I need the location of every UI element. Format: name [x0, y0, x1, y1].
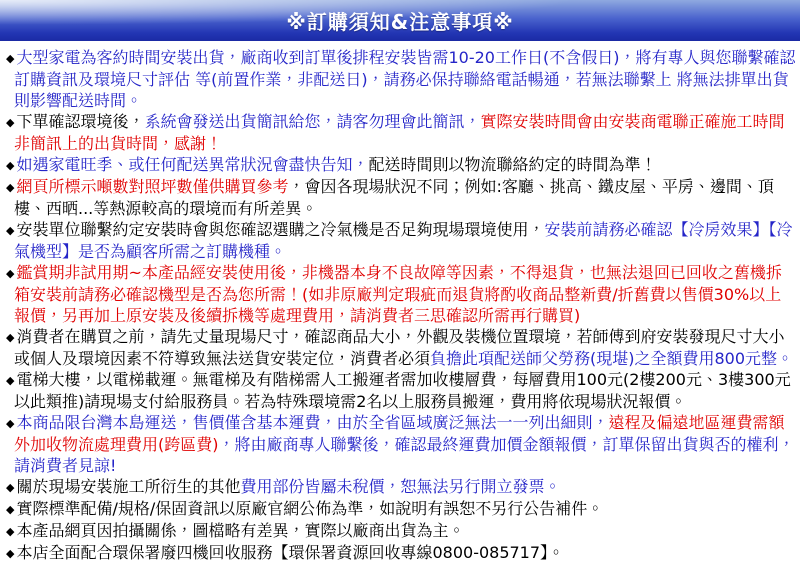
diamond-bullet-icon: ◆	[6, 481, 15, 494]
notice-text-segment: 電梯大樓，以電梯載運。無電梯及有階梯需人工搬運者需加收樓層費，每層費用100元(2樓200元、3樓300元以此類推)請現場支付給服務員。若為特殊環境需2名以上服務員搬運，費用將依現場狀況報價。	[14, 370, 791, 411]
notice-item	[4, 176, 797, 219]
notice-text-segment: 實際標準配備/規格/保固資訊以原廠官網公佈為準，如說明有誤恕不另行公告補件。	[16, 499, 604, 518]
diamond-bullet-icon: ◆	[6, 52, 15, 65]
notice-text-segment: 如遇家電旺季、或任何配送異常狀況會盡快告知，	[16, 155, 369, 174]
diamond-bullet-icon: ◆	[6, 547, 15, 560]
notice-item	[4, 262, 797, 326]
notice-text-segment: 實際安裝時間會由安裝商電聯正確施工時間非簡訊上的出貨時間，感謝！	[14, 112, 785, 153]
notice-text-segment: 本產品網頁因拍攝關係，圖檔略有差異，實際以廠商出貨為主。	[16, 521, 465, 540]
notice-text-segment: 本商品限台灣本島運送，售價僅含基本運費，由於全省區域廣泛無法一一列出細則，	[16, 413, 609, 432]
notice-item	[4, 111, 797, 154]
notice-item	[4, 47, 797, 111]
notice-item	[4, 369, 797, 412]
notice-text-segment: ，將由廠商專人聯繫後，確認最終運費加價金額報價，訂單保留出貨與否的權利，請消費者見諒!	[14, 435, 795, 475]
diamond-bullet-icon: ◆	[6, 116, 15, 129]
diamond-bullet-icon: ◆	[6, 417, 15, 430]
notice-text-segment: 大型家電為客約時間安裝出貨，廠商收到訂單後排程安裝皆需10-20工作日(不含假日)，將有專人與您聯繫確認訂購資訊及環境尺寸評估 等(前置作業，非配送日)，請務必保持聯絡電話暢通，若無法聯繫上 將無法排單出貨則影響配送時間。	[14, 48, 796, 110]
notice-item	[4, 219, 797, 262]
diamond-bullet-icon: ◆	[6, 331, 15, 344]
diamond-bullet-icon: ◆	[6, 267, 15, 280]
diamond-bullet-icon: ◆	[6, 525, 15, 538]
notice-text-segment: 配送時間則以物流聯絡約定的時間為準！	[368, 155, 657, 174]
notice-text-segment: 系統會發送出貨簡訊給您，請客勿理會此簡訊，	[144, 112, 481, 131]
diamond-bullet-icon: ◆	[6, 224, 15, 237]
notice-header-banner	[0, 0, 800, 41]
notice-text-segment: 消費者在購買之前，請先丈量現場尺寸，確認商品大小，外觀及裝機位置環境，若師傅到府安裝發現尺寸大小或個人及環境因素不符導致無法送貨安裝定位，消費者必須	[14, 327, 785, 368]
notice-text-segment: 鑑賞期非試用期~本產品經安裝使用後，非機器本身不良故障等因素，不得退貨，也無法退回已回收之舊機拆箱安裝前請務必確認機型是否為您所需！(如非原廠判定瑕疵而退貨將酌收商品整新費/折舊費以售價30%以上報價，另再加上原安裝及後續拆機等處理費用，請消費者三思確認所需再行購買)	[14, 263, 782, 325]
diamond-bullet-icon: ◆	[6, 159, 15, 172]
diamond-bullet-icon: ◆	[6, 503, 15, 516]
notice-item	[4, 498, 797, 520]
notice-item	[4, 542, 797, 562]
notice-text-segment: 安裝單位聯繫約定安裝時會與您確認選購之冷氣機是否足夠現場環境使用，	[16, 220, 545, 239]
notice-list	[0, 41, 800, 562]
notice-text-segment: 安裝前請務必確認【冷房效果】【冷氣機型】是否為顧客所需之訂購機種。	[14, 220, 793, 261]
notice-text-segment: 遠程及偏遠地區運費需額外加收物流處理費用(跨區費)	[14, 413, 785, 454]
notice-text-segment: 下單確認環境後，	[16, 112, 145, 131]
notice-item	[4, 154, 797, 176]
notice-item	[4, 476, 797, 498]
diamond-bullet-icon: ◆	[6, 181, 15, 194]
notice-item	[4, 326, 797, 369]
diamond-bullet-icon: ◆	[6, 374, 15, 387]
notice-text-segment: ，會因各現場狀況不同；例如:客廳、挑高、鐵皮屋、平房、邊間、頂樓、西晒...等熱源較高的環境而有所差異。	[14, 177, 774, 218]
notice-text-segment: 本店全面配合環保署廢四機回收服務【環保署資源回收專線0800-085717】。	[16, 543, 565, 562]
notice-text-segment: 費用部份皆屬未稅價，恕無法另行開立發票。	[240, 477, 561, 496]
notice-text-segment: 關於現場安裝施工所衍生的其他	[16, 477, 241, 496]
notice-text-segment: 負擔此項配送師父勞務(現堪)之全額費用800元整。	[430, 349, 794, 368]
notice-item	[4, 412, 797, 476]
page-title: ※訂購須知&注意事項※	[286, 10, 514, 34]
notice-item	[4, 520, 797, 542]
notice-text-segment: 網頁所標示噸數對照坪數僅供購買參考	[16, 177, 289, 196]
